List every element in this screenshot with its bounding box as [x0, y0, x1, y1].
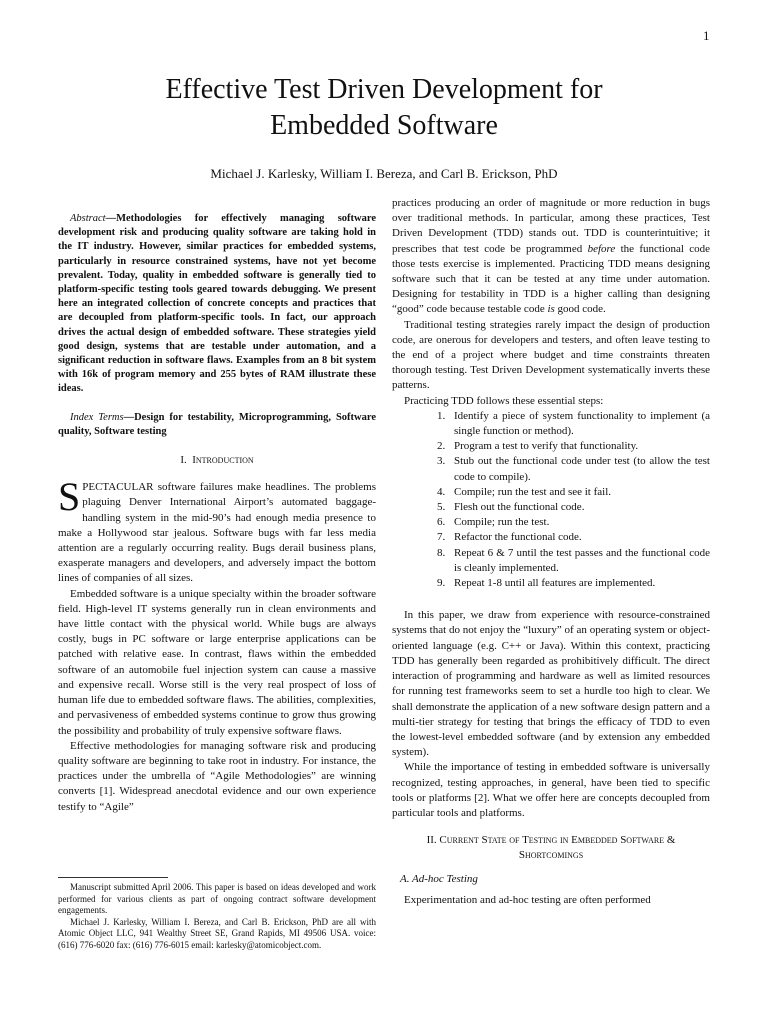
right-paragraph-6: Experimentation and ad-hoc testing are often performed — [404, 893, 651, 906]
paper-title — [0, 72, 768, 144]
abstract — [58, 212, 376, 397]
list-item: 1. Identify a piece of system functionality to implement (a single function or method). — [448, 409, 710, 439]
emphasis-is: is — [547, 303, 555, 316]
right-paragraph-4: In this paper, we draw from experience with resource-constrained systems that do not enjoy the “luxury” of an operating system or object-oriented language (e.g. C++ or Java). Within this context, practicing TDD has generally been regarded as prohibitively difficult. The direct interaction of programming and hardware as well as limited resources for running test frameworks seem to set a hurdle too high to clear. We shall demonstrate the application of a new software design pattern and a multi-tier strategy for testing that brings the efficacy of TDD to even the lowest-level embedded software (and by extension any embedded system). — [392, 609, 710, 759]
tdd-steps-list — [392, 409, 710, 591]
right-paragraph-2: Traditional testing strategies rarely impact the design of production code, are onerous for developers and testers, and often leave testing to the end of a project where budget and time constraints threaten thorough testing. Test Driven Development systematically inverts these patterns. — [392, 318, 710, 392]
right-paragraph-1-part-b: the functional code those tests exercise is implemented. Practicing TDD means designing software such that it can be tested at any time under automation. Designing for testability in TDD is a higher calling than designing “good” code because testable code — [392, 242, 710, 316]
intro-paragraph-2: Embedded software is a unique specialty within the broader software field. High-level IT systems generally run in clean environments and have little contact with the physical world. While bugs are always costly, bugs in PC software or large enterprise applications can be patched with relative ease. In contrast, flaws within the embedded software of an automobile fuel injection system can cause a massive and expensive recall. Worse still is the very real prospect of loss of human life due to embedded software flaws. The abilities, complexities, and pervasiveness of embedded systems continue to grow thus growing the possibility and probability of truly expensive software flaws. — [58, 587, 376, 737]
index-terms-text: —Design for testability, Microprogramming, Software quality, Software testing — [58, 411, 377, 437]
author-list: Michael J. Karlesky, William I. Bereza, and Carl B. Erickson, PhD — [210, 166, 558, 181]
spacer — [392, 591, 710, 608]
section-number: I. — [180, 454, 187, 467]
right-paragraph-5: While the importance of testing in embedded software is universally recognized, testing approaches, in general, have been tied to specific tools or platforms [2]. What we offer here are concepts decoupled from particular tools and platforms. — [392, 761, 710, 819]
list-item: 8. Repeat 6 & 7 until the test passes and the functional code is cleanly implemented. — [448, 546, 710, 576]
footnote-rule — [58, 877, 168, 878]
footnote-affiliation: Michael J. Karlesky, William I. Bereza, and Carl B. Erickson, PhD are all with Atomic Object LLC, 941 Wealthy Street SE, Grand Rapids, MI 49506 USA. voice: (616) 776-6020 fax: (616) 776-6015 email: karlesky@atomicobject.com. — [58, 916, 376, 950]
intro-paragraph-1 — [58, 474, 376, 586]
list-item: 2. Program a test to verify that functionality. — [448, 439, 710, 454]
list-item: 6. Compile; run the test. — [448, 515, 710, 530]
list-item: 3. Stub out the functional code under test (to allow the test code to compile). — [448, 454, 710, 484]
abstract-label: Abstract — [70, 213, 106, 224]
footnote — [58, 882, 376, 951]
emphasis-before: before — [587, 242, 616, 255]
page-number: 1 — [703, 28, 710, 43]
index-terms — [58, 411, 376, 439]
index-terms-label: Index Terms — [70, 411, 124, 423]
title-line-2: Embedded Software — [270, 110, 498, 141]
section-heading-current-state — [392, 833, 710, 863]
subsection-heading: A. Ad-hoc Testing — [400, 872, 478, 885]
section-heading-line-1: II. Current State of Testing in Embedded Software & — [426, 834, 676, 847]
left-column — [58, 212, 376, 815]
right-paragraph-1-part-c: good code. — [554, 303, 606, 316]
section-title: Introduction — [192, 454, 254, 467]
intro-paragraph-1-text: PECTACULAR software failures make headlines. The problems plaguing Denver International Airport’s automated baggage-handling system in the mid-90’s had enough media presence to make a Hollywood star jealous. Software bugs with far less media attention are a regularly occurring reality. Bugs derail business plans, exasperate managers and developers, and adversely impact the bottom lines of companies of all sizes. — [58, 481, 376, 585]
right-paragraph-3: Practicing TDD follows these essential steps: — [404, 394, 604, 407]
right-paragraph-1-part-a: practices producing an order of magnitude or more reduction in bugs over traditional methods. In particular, among these practices, Test Driven Development (TDD) stands out. TDD is counterintuitive; it prescribes that test code be programmed — [392, 197, 710, 255]
list-item: 7. Refactor the functional code. — [448, 530, 710, 545]
list-item: 4. Compile; run the test and see it fail. — [448, 485, 710, 500]
drop-cap: S — [58, 474, 81, 520]
abstract-text: —Methodologies for effectively managing software development risk and producing quality software are taking hold in the IT industry. However, similar practices for embedded systems, particularly in resource constrained systems, have not yet become prevalent. Today, quality in embedded software is generally tied to platform-specific testing tools geared towards debugging. We present here an integrated collection of concrete concepts and practices that are decoupled from platform-specific tools. In fact, our approach drives the actual design of embedded software. These strategies yield good design, systems that are testable under automation, and a significant reduction in software flaws. Examples from an 8 bit system with 16k of program memory and 255 bytes of RAM illustrate these ideas. — [58, 213, 376, 395]
right-paragraph-1 — [392, 196, 710, 318]
intro-paragraph-3: Effective methodologies for managing software risk and producing quality software are beginning to take root in industry. For instance, the practices under the umbrella of “Agile Methodologies” are winning converts [1]. Widespread anecdotal evidence and our own experience testify to “Agile” — [58, 739, 376, 813]
section-heading-line-2: Shortcomings — [518, 849, 584, 862]
section-heading-introduction — [58, 453, 376, 468]
right-column — [392, 196, 710, 908]
title-line-1: Effective Test Driven Development for — [165, 74, 603, 105]
footnote-manuscript: Manuscript submitted April 2006. This paper is based on ideas developed and work performed for various clients as part of ongoing contract software development engagements. — [58, 882, 376, 915]
list-item: 5. Flesh out the functional code. — [448, 500, 710, 515]
list-item: 9. Repeat 1-8 until all features are implemented. — [448, 576, 710, 591]
